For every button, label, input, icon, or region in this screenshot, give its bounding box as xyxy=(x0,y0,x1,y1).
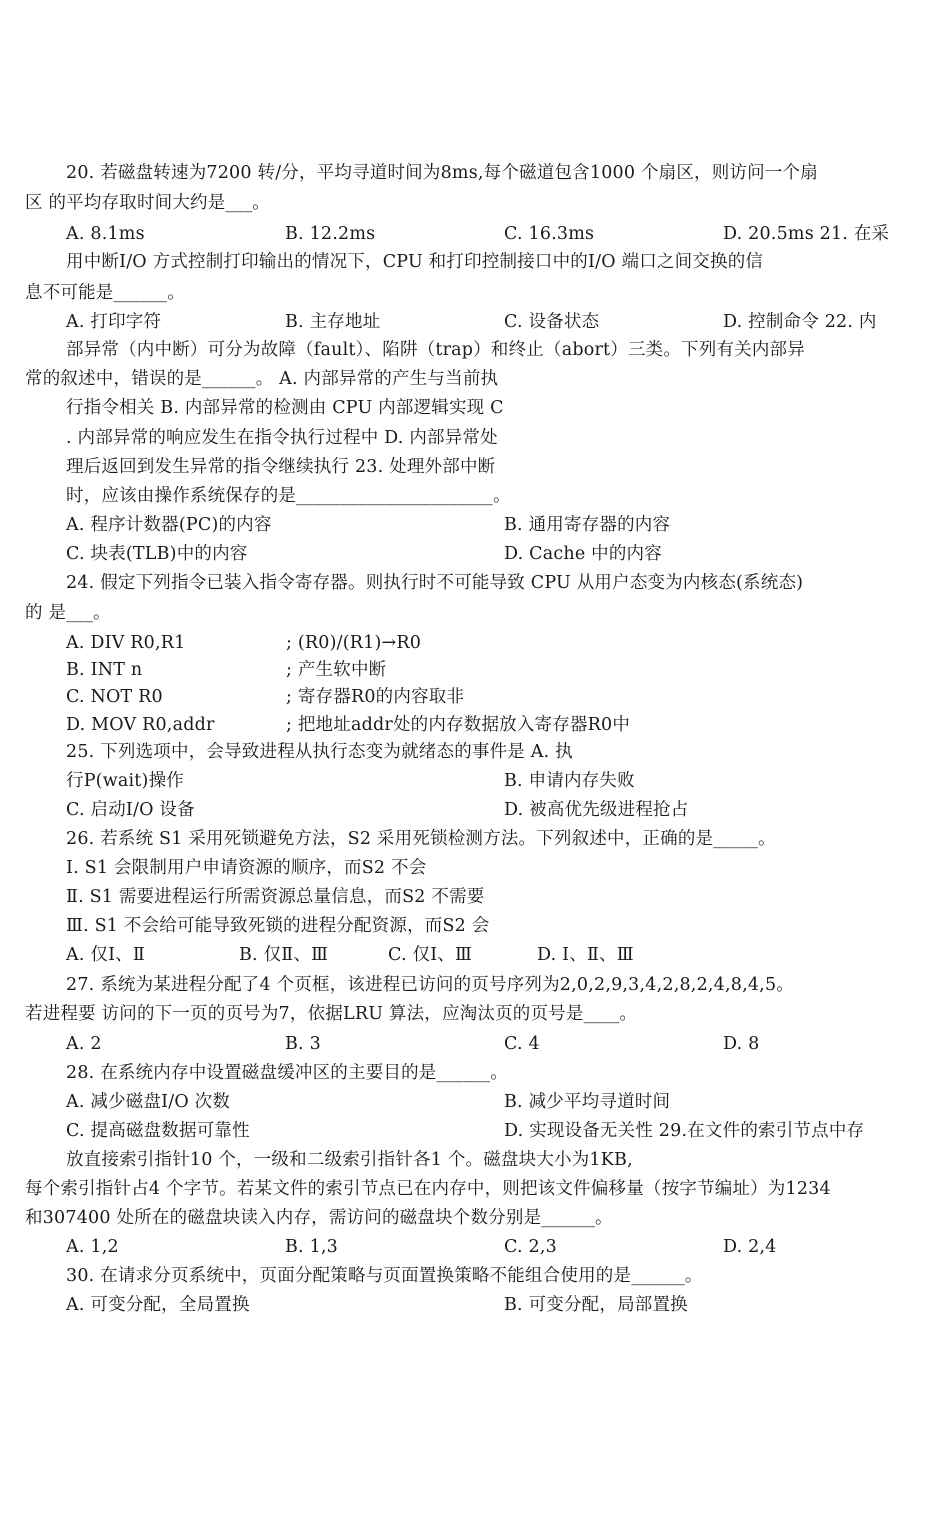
q26-option-c: C. 仅Ⅰ、Ⅲ xyxy=(388,945,473,965)
q25-stem-line2: 行P(wait)操作 xyxy=(66,771,184,791)
q24-option-b-note: ; 产生软中断 xyxy=(286,660,387,680)
q22-stem-line3: 行指令相关 B. 内部异常的检测由 CPU 内部逻辑实现 C xyxy=(66,398,504,418)
q24-option-c-instr: C. NOT R0 xyxy=(66,687,163,707)
q26-stem-line: 26. 若系统 S1 采用死锁避免方法，S2 采用死锁检测方法。下列叙述中，正确的是_____。 xyxy=(66,829,776,849)
q26-statement-2: Ⅱ. S1 需要进程运行所需资源总量信息，而S2 不需要 xyxy=(66,887,485,907)
q20-option-d: D. 20.5ms 21. 在采 xyxy=(723,224,890,244)
q27-option-a: A. 2 xyxy=(66,1034,102,1054)
q20-option-a: A. 8.1ms xyxy=(66,224,145,244)
q22-stem-line5: 理后返回到发生异常的指令继续执行 23. 处理外部中断 xyxy=(66,457,496,477)
q23-stem-line: 时，应该由操作系统保存的是______________________。 xyxy=(66,486,511,506)
q29-option-d: D. 2,4 xyxy=(723,1237,777,1257)
q26-option-b: B. 仅Ⅱ、Ⅲ xyxy=(239,945,329,965)
q20-option-b: B. 12.2ms xyxy=(285,224,376,244)
q23-option-b: B. 通用寄存器的内容 xyxy=(504,515,671,535)
q22-stem-line4: . 内部异常的响应发生在指令执行过程中 D. 内部异常处 xyxy=(66,428,498,448)
q27-stem-line2: 若进程要 访问的下一页的页号为7，依据LRU 算法，应淘汰页的页号是____。 xyxy=(25,1004,638,1024)
q29-option-b: B. 1,3 xyxy=(285,1237,339,1257)
q21-option-a: A. 打印字符 xyxy=(66,312,162,332)
q24-option-a-note: ; (R0)/(R1)→R0 xyxy=(286,633,422,653)
q21-stem-line2: 息不可能是______。 xyxy=(25,283,185,303)
q21-option-d: D. 控制命令 22. 内 xyxy=(723,312,877,332)
q24-option-c-note: ; 寄存器R0的内容取非 xyxy=(286,687,465,707)
q29-stem-line3: 和307400 处所在的磁盘块读入内存，需访问的磁盘块个数分别是______。 xyxy=(25,1208,613,1228)
q23-option-c: C. 块表(TLB)中的内容 xyxy=(66,544,248,564)
q27-option-b: B. 3 xyxy=(285,1034,321,1054)
q26-option-a: A. 仅Ⅰ、Ⅱ xyxy=(66,945,145,965)
q27-option-c: C. 4 xyxy=(504,1034,540,1054)
q20-option-c: C. 16.3ms xyxy=(504,224,595,244)
q30-option-a: A. 可变分配，全局置换 xyxy=(66,1295,250,1315)
q28-stem-line: 28. 在系统内存中设置磁盘缓冲区的主要目的是______。 xyxy=(66,1063,508,1083)
q22-stem-line2: 常的叙述中，错误的是______。 A. 内部异常的产生与当前执 xyxy=(25,369,499,389)
q29-stem-line2: 每个索引指针占4 个字节。若某文件的索引节点已在内存中，则把该文件偏移量（按字节编址）为1234 xyxy=(25,1179,831,1199)
q25-option-b: B. 申请内存失败 xyxy=(504,771,635,791)
q22-stem-line1: 部异常（内中断）可分为故障（fault）、陷阱（trap）和终止（abort）三类。下列有关内部异 xyxy=(66,340,805,360)
q24-option-d-note: ; 把地址addr处的内存数据放入寄存器R0中 xyxy=(286,715,631,735)
q23-option-a: A. 程序计数器(PC)的内容 xyxy=(66,515,272,535)
q25-stem-line1: 25. 下列选项中，会导致进程从执行态变为就绪态的事件是 A. 执 xyxy=(66,742,573,762)
q26-statement-3: Ⅲ. S1 不会给可能导致死锁的进程分配资源，而S2 会 xyxy=(66,916,490,936)
q21-option-c: C. 设备状态 xyxy=(504,312,600,332)
q23-option-d: D. Cache 中的内容 xyxy=(504,544,662,564)
q26-option-d: D. Ⅰ、Ⅱ、Ⅲ xyxy=(537,945,634,965)
q29-option-c: C. 2,3 xyxy=(504,1237,557,1257)
q24-option-d-instr: D. MOV R0,addr xyxy=(66,715,215,735)
q27-stem-line1: 27. 系统为某进程分配了4 个页框，该进程已访问的页号序列为2,0,2,9,3,4,2,8,2,4,8,4,5。 xyxy=(66,975,794,995)
q28-option-d: D. 实现设备无关性 29.在文件的索引节点中存 xyxy=(504,1121,865,1141)
q24-stem-line1: 24. 假定下列指令已装入指令寄存器。则执行时不可能导致 CPU 从用户态变为内核态(系统态) xyxy=(66,573,804,593)
q24-option-a-instr: A. DIV R0,R1 xyxy=(66,633,186,653)
q20-stem-line2: 区 的平均存取时间大约是___。 xyxy=(25,193,271,213)
q29-option-a: A. 1,2 xyxy=(66,1237,119,1257)
q25-option-c: C. 启动I/O 设备 xyxy=(66,800,195,820)
q28-option-c: C. 提高磁盘数据可靠性 xyxy=(66,1121,250,1141)
q20-stem-line1: 20. 若磁盘转速为7200 转/分，平均寻道时间为8ms,每个磁道包含1000 个扇区，则访问一个扇 xyxy=(66,163,818,183)
q26-statement-1: Ⅰ. S1 会限制用户申请资源的顺序，而S2 不会 xyxy=(66,858,427,878)
q27-option-d: D. 8 xyxy=(723,1034,760,1054)
q24-option-b-instr: B. INT n xyxy=(66,660,143,680)
q21-option-b: B. 主存地址 xyxy=(285,312,381,332)
q29-stem-line1: 放直接索引指针10 个，一级和二级索引指针各1 个。磁盘块大小为1KB, xyxy=(66,1150,633,1170)
q21-stem-line1: 用中断I/O 方式控制打印输出的情况下，CPU 和打印控制接口中的I/O 端口之间交换的信 xyxy=(66,252,764,272)
q30-option-b: B. 可变分配，局部置换 xyxy=(504,1295,688,1315)
q28-option-a: A. 减少磁盘I/O 次数 xyxy=(66,1092,231,1112)
q30-stem-line: 30. 在请求分页系统中，页面分配策略与页面置换策略不能组合使用的是______。 xyxy=(66,1266,703,1286)
q24-stem-line2: 的 是___。 xyxy=(25,603,111,623)
q28-option-b: B. 减少平均寻道时间 xyxy=(504,1092,671,1112)
q25-option-d: D. 被高优先级进程抢占 xyxy=(504,800,689,820)
